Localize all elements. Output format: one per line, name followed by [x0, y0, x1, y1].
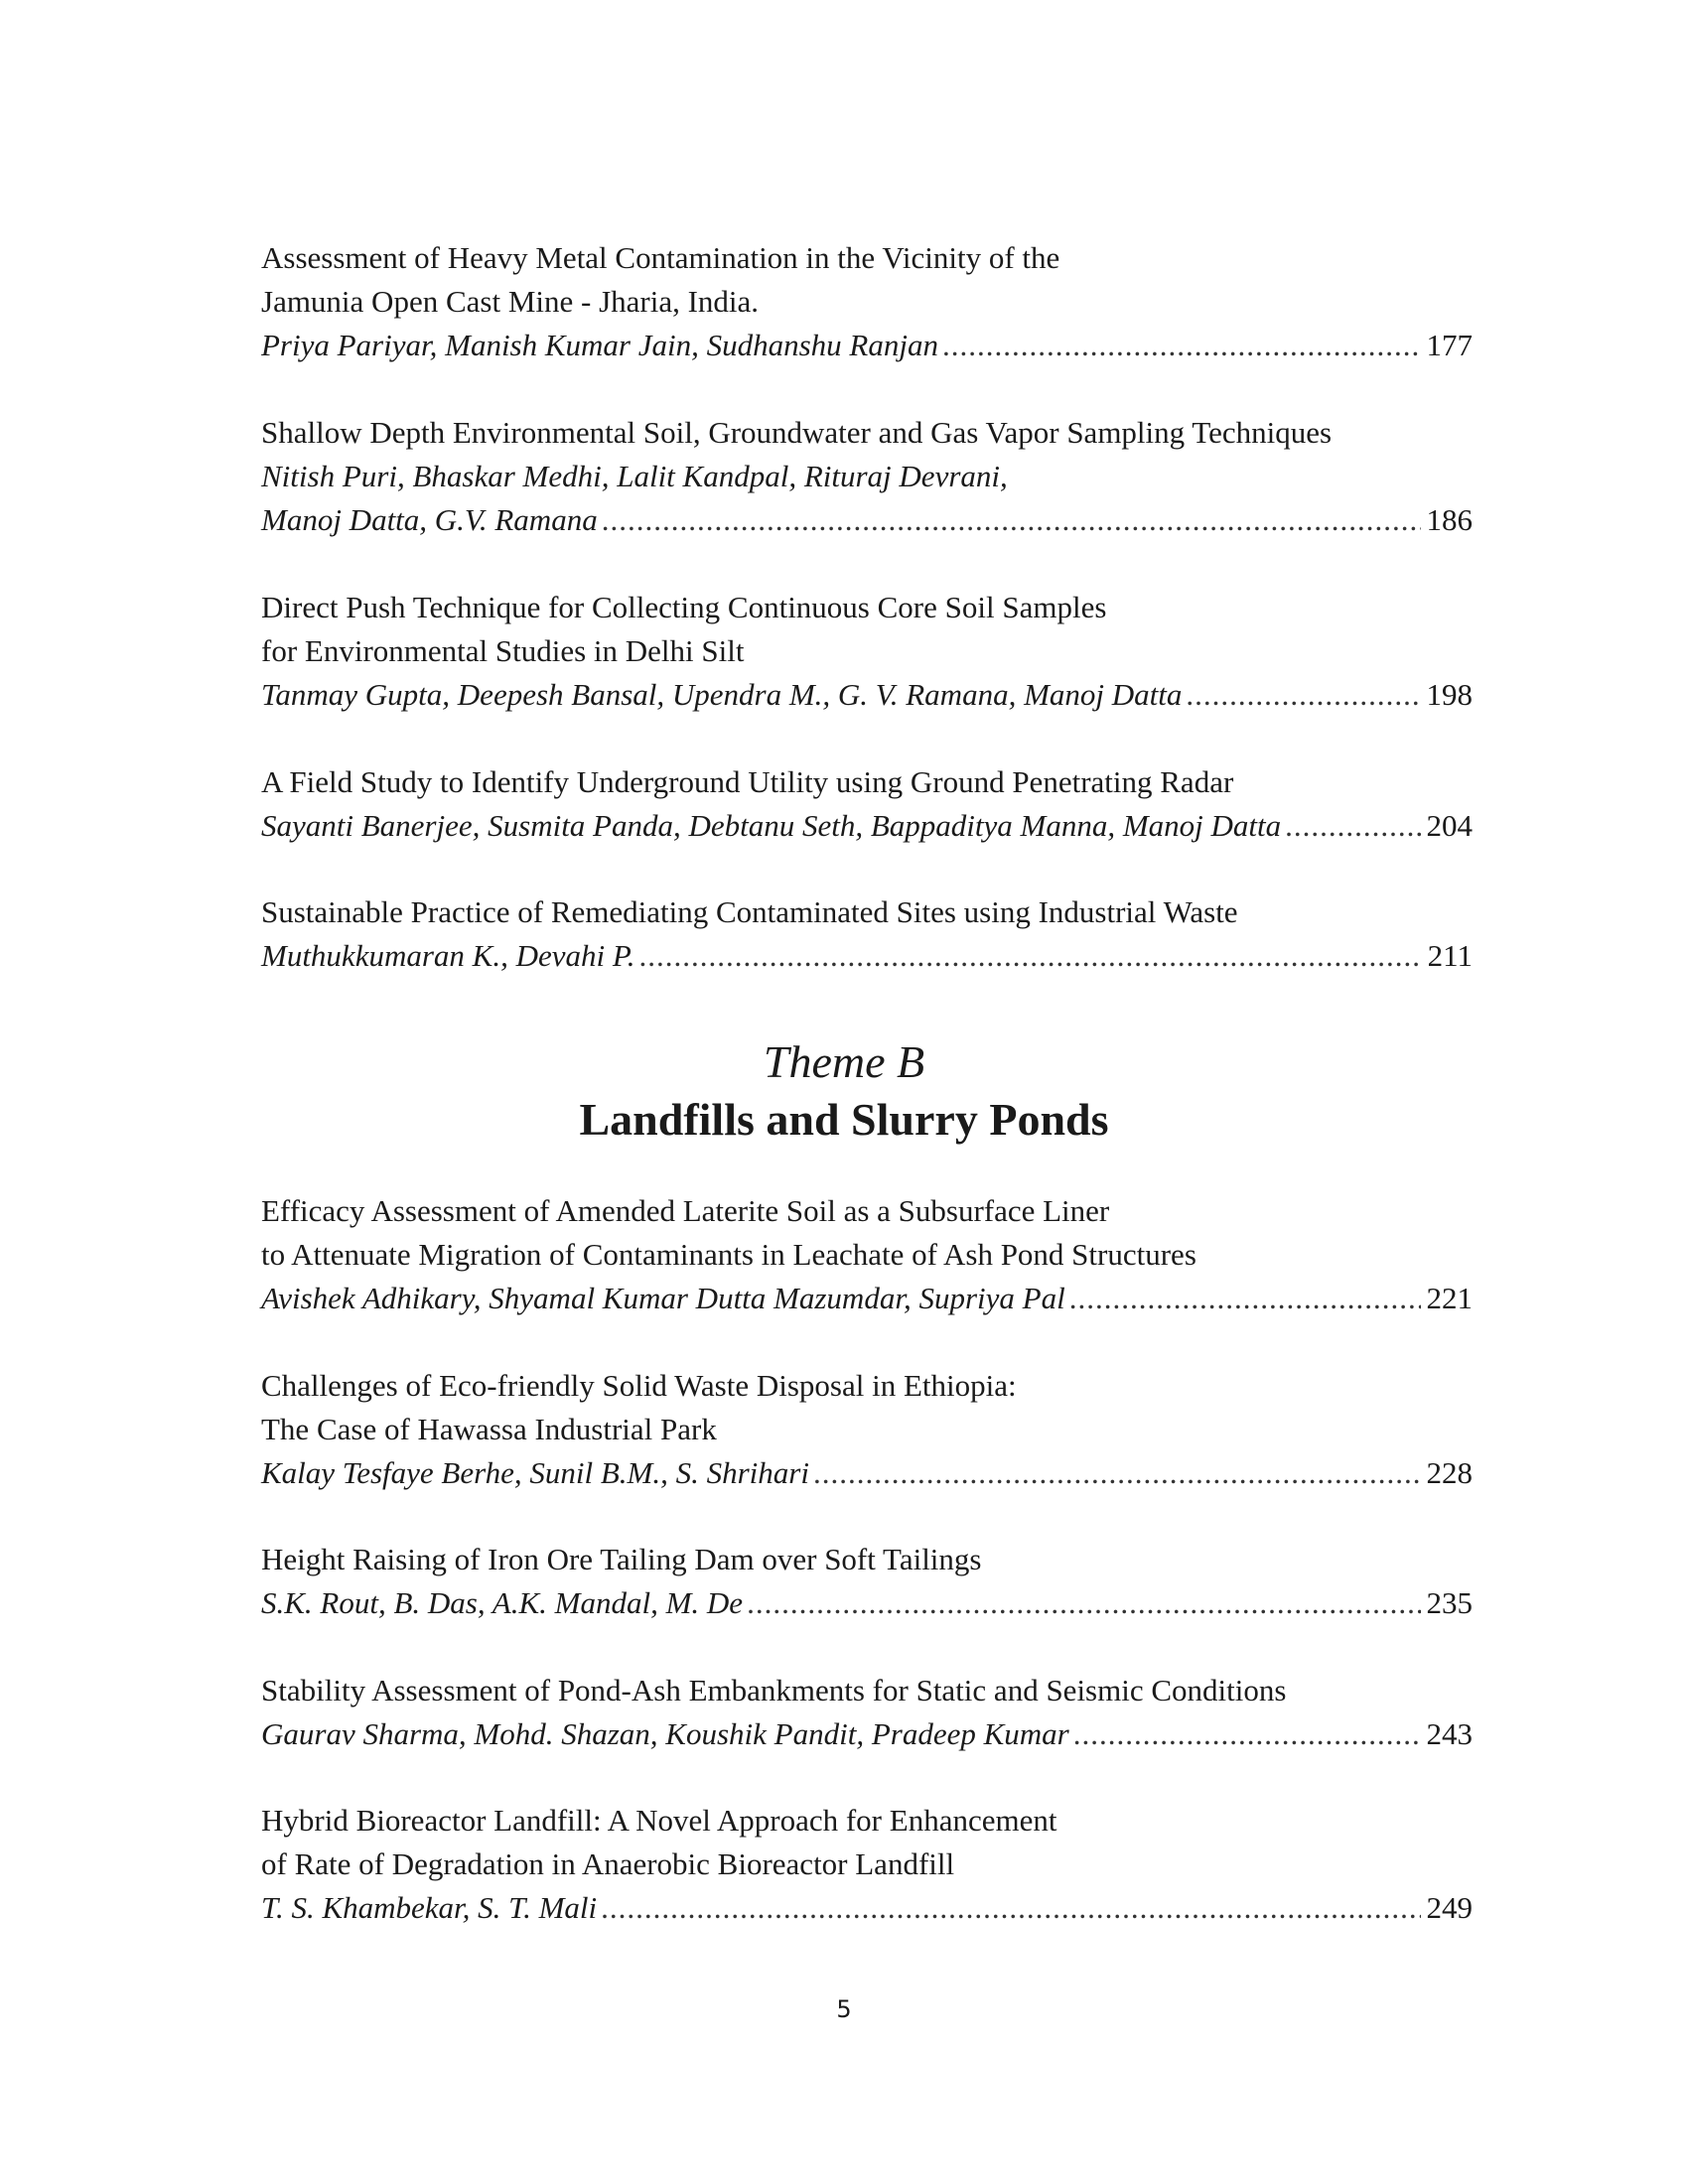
entry-authors: Manoj Datta, G.V. Ramana [261, 502, 598, 537]
dot-leader [1285, 804, 1420, 848]
entry-authors: S.K. Rout, B. Das, A.K. Mandal, M. De [261, 1585, 744, 1620]
toc-entry [261, 1364, 1473, 1495]
toc-entry [261, 236, 1473, 367]
entry-title-line: Efficacy Assessment of Amended Laterite Soil as a Subsurface Liner [261, 1193, 1110, 1228]
page-number: 5 [836, 1995, 852, 2023]
dot-leader [1069, 1277, 1421, 1320]
dot-leader [602, 498, 1421, 542]
entry-authors-row [261, 673, 1473, 717]
entry-title-line: Direct Push Technique for Collecting Continuous Core Soil Samples [261, 590, 1107, 624]
entry-authors-row [261, 1581, 1473, 1625]
entry-authors-line: Nitish Puri, Bhaskar Medhi, Lalit Kandpal, Rituraj Devrani, [261, 459, 1008, 493]
theme-title: Landfills and Slurry Ponds [579, 1094, 1109, 1145]
toc-entry [261, 1189, 1473, 1320]
entry-page-number: 186 [1426, 502, 1473, 537]
entry-authors: Avishek Adhikary, Shyamal Kumar Dutta Mazumdar, Supriya Pal [261, 1281, 1065, 1315]
entry-authors-row [261, 324, 1473, 367]
entry-title-line: of Rate of Degradation in Anaerobic Bioreactor Landfill [261, 1846, 955, 1881]
entry-title-line: to Attenuate Migration of Contaminants in Leachate of Ash Pond Structures [261, 1237, 1196, 1272]
entry-authors: Sayanti Banerjee, Susmita Panda, Debtanu Seth, Bappaditya Manna, Manoj Datta [261, 808, 1282, 843]
entry-authors: Muthukkumaran K., Devahi P. [261, 938, 635, 973]
entry-title-line: Height Raising of Iron Ore Tailing Dam over Soft Tailings [261, 1542, 982, 1576]
entry-authors-row [261, 804, 1473, 848]
entry-title-line: Hybrid Bioreactor Landfill: A Novel Approach for Enhancement [261, 1803, 1057, 1838]
entry-title-line: for Environmental Studies in Delhi Silt [261, 633, 745, 668]
entry-page-number: 235 [1426, 1585, 1473, 1620]
entry-authors: T. S. Khambekar, S. T. Mali [261, 1890, 598, 1925]
entry-authors-row [261, 1277, 1473, 1320]
entry-page-number: 243 [1426, 1716, 1473, 1751]
entry-authors: Kalay Tesfaye Berhe, Sunil B.M., S. Shrihari [261, 1455, 809, 1490]
entry-page-number: 211 [1427, 938, 1473, 973]
entry-page-number: 198 [1426, 677, 1473, 712]
toc-entry [261, 586, 1473, 717]
entry-page-number: 177 [1426, 328, 1473, 362]
dot-leader [601, 1886, 1420, 1930]
entry-page-number: 221 [1426, 1281, 1473, 1315]
entry-title-line: Sustainable Practice of Remediating Contaminated Sites using Industrial Waste [261, 894, 1238, 929]
entry-authors: Priya Pariyar, Manish Kumar Jain, Sudhanshu Ranjan [261, 328, 938, 362]
dot-leader [1073, 1712, 1421, 1756]
entry-page-number: 228 [1426, 1455, 1473, 1490]
dot-leader [1186, 673, 1420, 717]
dot-leader [813, 1451, 1421, 1495]
entry-title-line: Challenges of Eco-friendly Solid Waste Disposal in Ethiopia: [261, 1368, 1017, 1403]
entry-page-number: 249 [1426, 1890, 1473, 1925]
entry-authors-row [261, 498, 1473, 542]
entry-title-line: Stability Assessment of Pond-Ash Embankments for Static and Seismic Conditions [261, 1673, 1287, 1707]
entry-title-line: Shallow Depth Environmental Soil, Groundwater and Gas Vapor Sampling Techniques [261, 415, 1333, 450]
theme-label: Theme B [763, 1036, 925, 1087]
entry-authors: Tanmay Gupta, Deepesh Bansal, Upendra M., G. V. Ramana, Manoj Datta [261, 677, 1183, 712]
toc-entry [261, 760, 1473, 848]
toc-entry [261, 1538, 1473, 1625]
entry-authors-row [261, 1451, 1473, 1495]
entry-authors: Gaurav Sharma, Mohd. Shazan, Koushik Pandit, Pradeep Kumar [261, 1716, 1069, 1751]
entry-title-line: A Field Study to Identify Underground Utility using Ground Penetrating Radar [261, 764, 1234, 799]
toc-entry [261, 411, 1473, 542]
toc-entry [261, 890, 1473, 978]
entry-authors-row [261, 1886, 1473, 1930]
entry-title-line: Assessment of Heavy Metal Contamination in the Vicinity of the [261, 240, 1060, 275]
entry-page-number: 204 [1426, 808, 1473, 843]
entry-authors-row [261, 1712, 1473, 1756]
dot-leader [747, 1581, 1420, 1625]
entry-title-line: The Case of Hawassa Industrial Park [261, 1412, 717, 1446]
dot-leader [942, 324, 1421, 367]
toc-entry [261, 1799, 1473, 1930]
dot-leader [639, 934, 1422, 978]
entry-authors-row [261, 934, 1473, 978]
entry-title-line: Jamunia Open Cast Mine - Jharia, India. [261, 284, 760, 319]
toc-entry [261, 1669, 1473, 1756]
